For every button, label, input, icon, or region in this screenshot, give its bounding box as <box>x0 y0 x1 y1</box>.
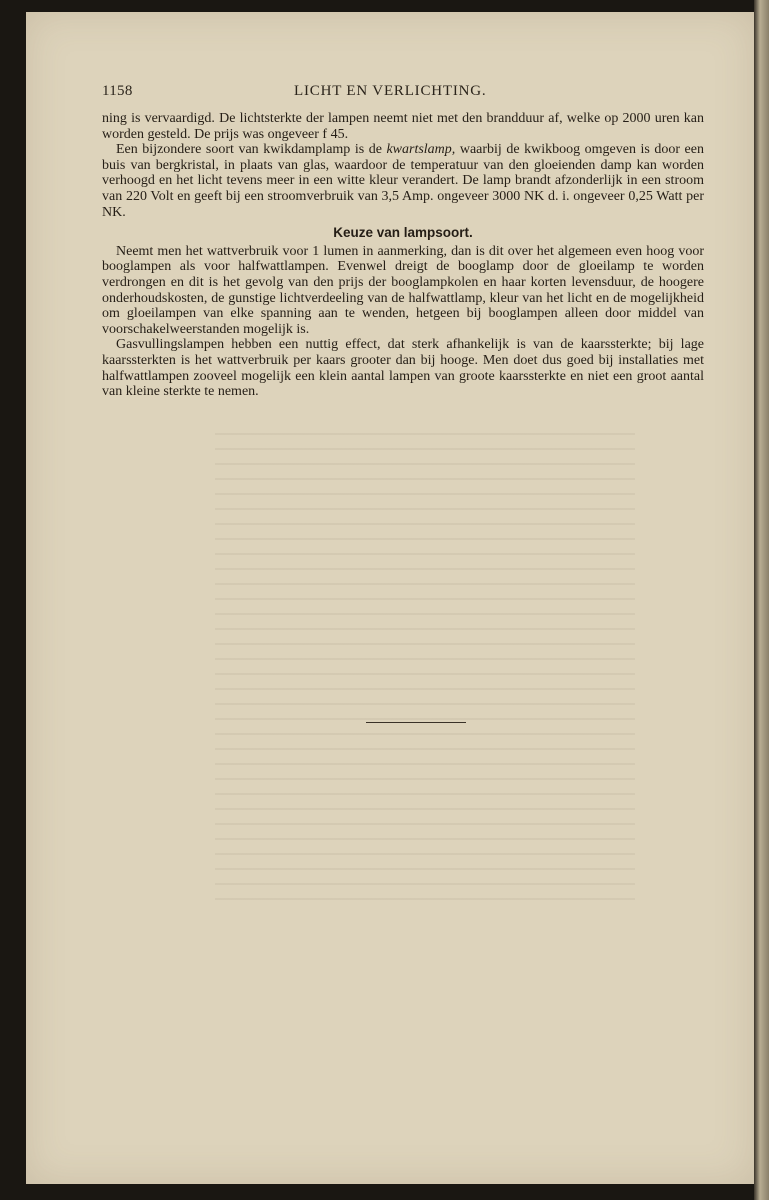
page-number: 1158 <box>102 83 133 99</box>
book-spine <box>754 0 769 1200</box>
paragraph-2 <box>102 142 704 220</box>
paragraph-1: ning is vervaardigd. De lichtsterkte der lampen neemt niet met den brandduur af, welke op 2000 uren kan worden gesteld. De prijs was ongeveer f 45. <box>102 111 704 142</box>
section-heading: Keuze van lampsoort. <box>333 225 473 241</box>
paragraph-2-start: Een bijzondere soort van kwikdamplamp is de <box>116 142 387 158</box>
paragraph-2-end: waarbij de kwikboog omgeven is door een buis van bergkristal, in plaats van glas, waardoor de temperatuur van den gloeienden damp kan worden verhoogd en het licht tevens meer in een witte kleur verandert. De lamp brandt afzonderlijk in een stroom van 220 Volt en geeft bij een stroomverbruik van 3,5 Amp. ongeveer 3000 NK d. i. ongeveer 0,25 Watt per NK. <box>102 142 704 220</box>
body-text <box>102 111 704 400</box>
running-title: LICHT EN VERLICHTING. <box>294 83 487 99</box>
show-through-text <box>215 420 635 900</box>
kwartslamp-term: kwartslamp, <box>386 142 456 158</box>
paragraph-4: Gasvullingslampen hebben een nuttig effect, dat sterk afhankelijk is van de kaarssterkte; bij lage kaarssterkten is het wattverbruik per kaars grooter dan bij hooge. Men doet dus goed bij installaties met halfwattlampen zooveel mogelijk een klein aantal lampen van groote kaarssterkte en niet een groot aantal van kleine sterkte te nemen. <box>102 337 704 400</box>
section-divider <box>366 722 466 723</box>
paragraph-3: Neemt men het wattverbruik voor 1 lumen in aanmerking, dan is dit over het algemeen even hoog voor booglampen als voor halfwattlampen. Evenwel dreigt de booglamp door de gloeilamp te worden verdrongen en dit is het gevolg van den prijs der booglampkolen en haar korten levensduur, de hoogere onderhoudskosten, de gunstige lichtverdeeling van de halfwattlamp, kleur van het licht en de mogelijkheid om gloeilampen van elke spanning aan te wenden, hetgeen bij booglampen alleen door middel van voorschakelweerstanden mogelijk is. <box>102 243 704 337</box>
